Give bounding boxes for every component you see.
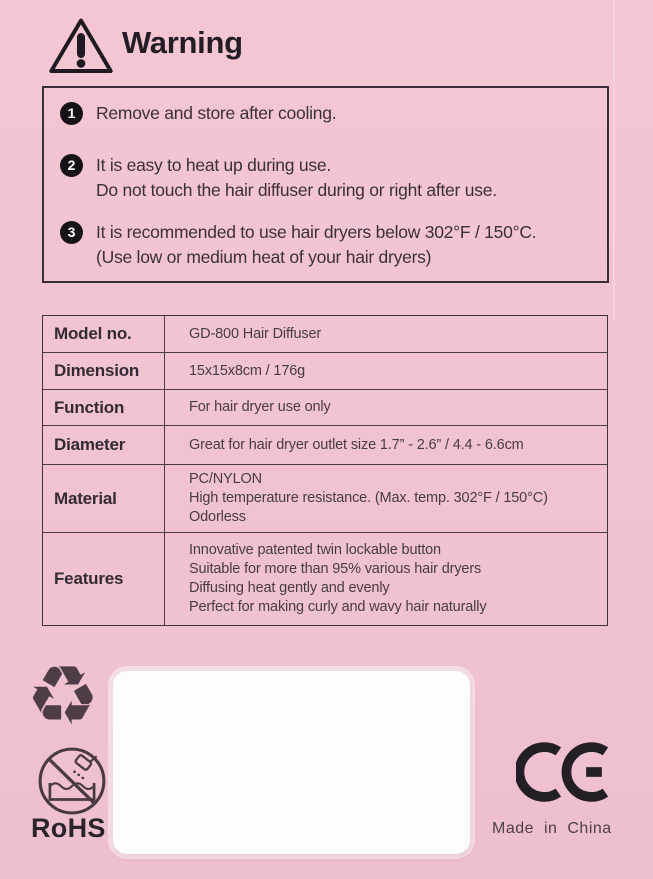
warning-item — [60, 153, 601, 203]
table-row — [43, 465, 607, 533]
row-label: Features — [43, 533, 165, 625]
blank-label-area — [113, 671, 470, 854]
warning-text: It is easy to heat up during use. — [96, 155, 331, 175]
row-label: Model no. — [43, 316, 165, 352]
warning-text: (Use low or medium heat of your hair dryers) — [96, 247, 432, 267]
number-badge: 2 — [60, 154, 83, 177]
row-label: Diameter — [43, 426, 165, 464]
row-value: GD-800 Hair Diffuser — [189, 325, 322, 342]
row-value: 15x15x8cm / 176g — [189, 362, 306, 379]
warning-box — [42, 86, 609, 283]
warning-item — [60, 101, 601, 126]
row-label: Material — [43, 465, 165, 532]
table-row — [43, 533, 607, 625]
number-badge: 3 — [60, 221, 83, 244]
page-title: Warning — [122, 25, 243, 60]
warning-text: It is recommended to use hair dryers below 302°F / 150°C. — [96, 222, 537, 242]
row-value: Great for hair dryer outlet size 1.7” - 2.6” / 4.4 - 6.6cm — [189, 436, 524, 453]
row-label: Dimension — [43, 353, 165, 389]
row-label: Function — [43, 390, 165, 425]
table-row — [43, 353, 607, 390]
row-value: PC/NYLON High temperature resistance. (Max. temp. 302°F / 150°C) Odorless — [189, 471, 548, 525]
no-water-use-icon — [36, 744, 108, 818]
made-in-china-label: Made in China — [492, 820, 612, 837]
warning-triangle-icon — [48, 16, 114, 76]
recycle-icon: ♻ — [26, 649, 100, 744]
warning-text: Remove and store after cooling. — [96, 103, 337, 123]
table-row — [43, 390, 607, 426]
table-row — [43, 316, 607, 353]
spec-table — [42, 315, 608, 626]
number-badge: 1 — [60, 102, 83, 125]
table-row — [43, 426, 607, 465]
rohs-label: RoHS — [31, 813, 106, 843]
warning-item — [60, 220, 601, 270]
ce-mark-icon — [516, 740, 612, 804]
row-value: For hair dryer use only — [189, 399, 331, 415]
row-value: Innovative patented twin lockable button Suitable for more than 95% various hair dryers Diffusing heat gently and evenly Perfect for making curly and wavy hair naturally — [189, 542, 487, 615]
warning-text: Do not touch the hair diffuser during or right after use. — [96, 180, 497, 200]
